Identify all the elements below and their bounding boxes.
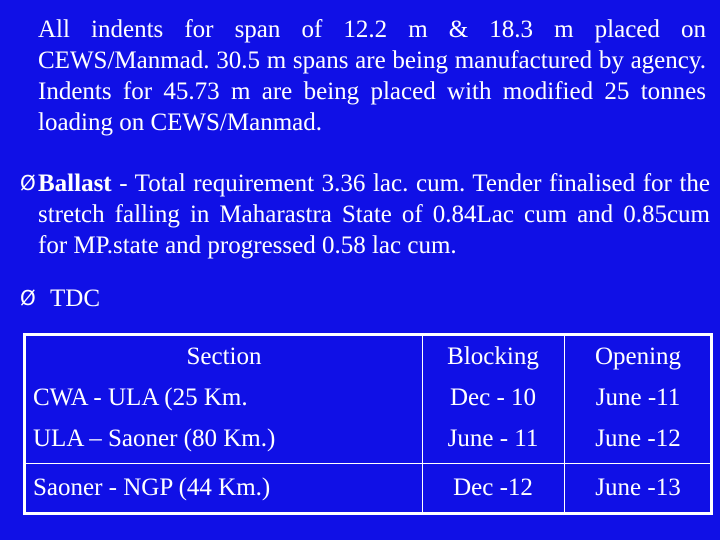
- table-cell-blocking: June - 11: [447, 425, 539, 452]
- table-cell-opening: June -13: [595, 474, 681, 501]
- tdc-bullet: [20, 283, 710, 314]
- table-cell-blocking: Dec - 10: [449, 384, 537, 411]
- table-cell-section: ULA – Saoner (80 Km.): [33, 425, 276, 452]
- header-section: Section: [186, 343, 262, 370]
- table-row-divider: [26, 463, 710, 464]
- arrow-bullet-icon: Ø: [20, 286, 36, 310]
- table-cell-blocking: Dec -12: [453, 474, 533, 501]
- tdc-bullet-text: TDC: [50, 285, 100, 312]
- header-blocking: Blocking: [447, 343, 539, 370]
- ballast-bullet: [20, 168, 710, 261]
- table-cell-section: CWA - ULA (25 Km.: [33, 384, 248, 411]
- table-cell-section: Saoner - NGP (44 Km.): [33, 474, 271, 501]
- tdc-table: [23, 333, 713, 515]
- ballast-bullet-text: [38, 168, 710, 261]
- ballast-label: Ballast: [38, 170, 112, 197]
- ballast-description: - Total requirement 3.36 lac. cum. Tender finalised for the stretch falling in Maharastra State of 0.84Lac cum and 0.85cum for MP.state and progressed 0.58 lac cum.: [38, 170, 710, 259]
- arrow-bullet-icon: Ø: [20, 171, 36, 195]
- table-cell-opening: June -11: [595, 384, 681, 411]
- table-cell-opening: June -12: [595, 425, 681, 452]
- intro-paragraph: All indents for span of 12.2 m & 18.3 m placed on CEWS/Manmad. 30.5 m spans are being manufactured by agency. Indents for 45.73 m are being placed with modified 25 tonnes loading on CEWS/Manmad.: [38, 16, 706, 136]
- header-opening: Opening: [594, 343, 682, 370]
